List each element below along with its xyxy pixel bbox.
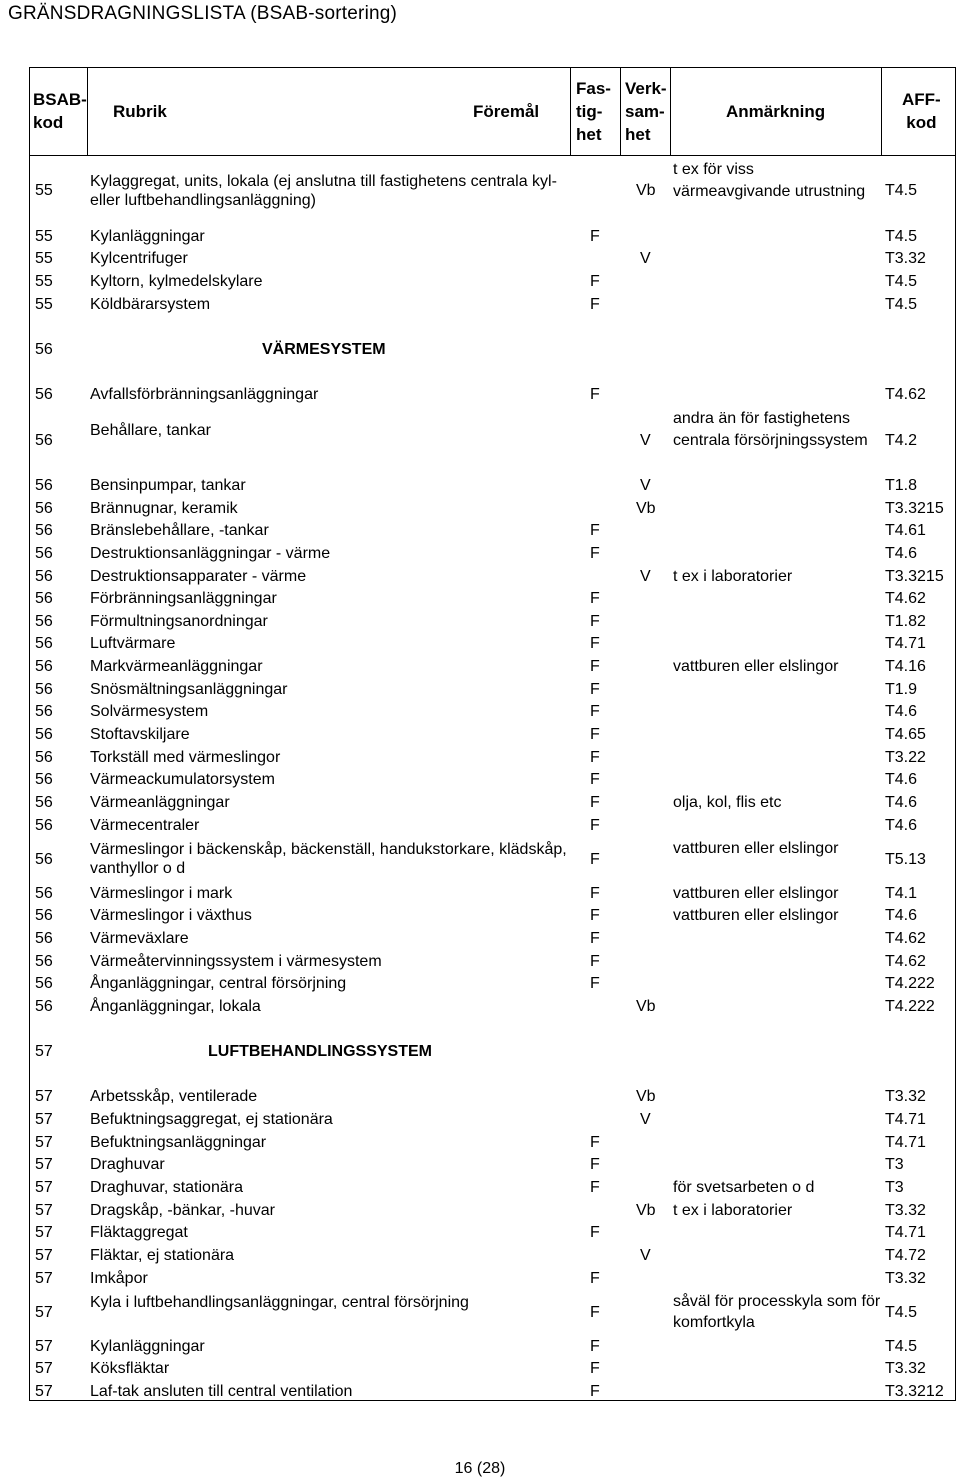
row-aff: T4.6 [885,544,918,562]
row-verksamhet: Vb [636,1201,656,1219]
row-fastighet: F [590,227,600,245]
row-code: 55 [35,295,53,313]
row-aff: T3 [885,1156,904,1174]
row-rubrik: Kyla i luftbehandlingsanläggningar, central försörjning [90,1294,469,1312]
row-fastighet: F [590,1224,600,1242]
row-fastighet: F [590,1303,600,1321]
row-rubrik: Destruktionsapparater - värme [90,567,307,585]
row-fastighet: F [590,590,600,608]
row-fastighet: F [590,771,600,789]
row-rubrik: Kylaggregat, units, lokala (ej anslutna till fastighetens centrala kyl- eller luftbehandlingsanläggning) [90,172,557,209]
row-fastighet: F [590,703,600,721]
row-code: 56 [35,975,53,993]
row-fastighet: F [590,544,600,562]
row-rubrik: Värmecentraler [90,816,200,834]
row-aff: T3.3215 [885,499,944,517]
row-aff: T4.6 [885,771,918,789]
row-fastighet: F [590,658,600,676]
row-anmarkning: vattburen eller elslingor [673,658,839,676]
row-code: 57 [35,1247,53,1265]
row-code: 56 [35,341,53,359]
row-code: 57 [35,1224,53,1242]
row-rubrik: Köksfläktar [90,1360,170,1378]
row-aff: T4.16 [885,658,926,676]
row-aff: T3.32 [885,1269,926,1287]
row-code: 56 [35,726,53,744]
row-code: 57 [35,1156,53,1174]
row-verksamhet: Vb [636,182,656,200]
row-rubrik: Ånganläggningar, lokala [90,997,261,1015]
header-divider [670,67,671,155]
row-rubrik: Draghuvar [90,1156,165,1174]
header-verksamhet: Verk- sam- het [625,79,667,144]
row-rubrik: Bränslebehållare, -tankar [90,522,269,540]
row-aff: T4.6 [885,816,918,834]
header-divider [87,67,88,155]
row-rubrik: Draghuvar, stationära [90,1179,243,1197]
row-rubrik: Befuktningsanläggningar [90,1133,267,1151]
header-rubrik: Rubrik [113,102,167,121]
row-rubrik: Fläktaggregat [90,1224,188,1242]
row-rubrik: Brännugnar, keramik [90,499,238,517]
row-code: 56 [35,748,53,766]
row-aff: T4.222 [885,975,935,993]
row-rubrik: Värmeväxlare [90,929,189,947]
row-aff: T4.6 [885,794,918,812]
row-rubrik: Fläktar, ej stationära [90,1247,235,1265]
row-aff: T4.1 [885,884,918,902]
row-aff: T4.5 [885,227,918,245]
row-rubrik: Stoftavskiljare [90,726,190,744]
row-verksamhet: V [640,567,651,585]
row-code: 57 [35,1269,53,1287]
row-aff: T4.6 [885,703,918,721]
row-anmarkning: vattburen eller elslingor [673,839,839,857]
row-code: 57 [35,1179,53,1197]
row-code: 56 [35,884,53,902]
row-fastighet: F [590,748,600,766]
row-rubrik: Värmeackumulatorsystem [90,771,275,789]
row-aff: T1.82 [885,612,926,630]
row-aff: T5.13 [885,850,926,868]
row-aff: T4.5 [885,1303,918,1321]
row-rubrik: Solvärmesystem [90,703,209,721]
row-aff: T4.222 [885,997,935,1015]
row-rubrik: Arbetsskåp, ventilerade [90,1088,258,1106]
row-code: 56 [35,590,53,608]
header-bsab: BSAB- kod [33,90,87,132]
row-rubrik: Markvärmeanläggningar [90,658,263,676]
row-aff: T3.32 [885,1360,926,1378]
row-aff: T4.6 [885,907,918,925]
row-code: 56 [35,680,53,698]
row-rubrik: Kyltorn, kylmedelskylare [90,273,263,291]
row-code: 56 [35,703,53,721]
row-aff: T4.5 [885,273,918,291]
row-code: 57 [35,1360,53,1378]
document-title: GRÄNSDRAGNINGSLISTA (BSAB-sortering) [8,3,398,24]
row-fastighet: F [590,1156,600,1174]
row-aff: T4.62 [885,590,926,608]
row-code: 56 [35,476,53,494]
row-code: 57 [35,1337,53,1355]
row-code: 56 [35,544,53,562]
row-code: 56 [35,522,53,540]
row-code: 56 [35,431,53,449]
row-anmarkning: för svetsarbeten o d [673,1179,815,1197]
row-rubrik: Torkställ med värmeslingor [90,748,281,766]
header-aff: AFF- kod [902,90,941,132]
row-verksamhet: V [640,476,651,494]
row-code: 55 [35,182,53,200]
row-rubrik: Förmultningsanordningar [90,612,268,630]
row-fastighet: F [590,1382,600,1400]
row-aff: T3 [885,1179,904,1197]
row-aff: T3.3215 [885,567,944,585]
row-aff: T4.71 [885,1224,926,1242]
row-anmarkning: t ex i laboratorier [673,1201,793,1219]
row-verksamhet: Vb [636,997,656,1015]
row-aff: T1.9 [885,680,918,698]
row-fastighet: F [590,1179,600,1197]
row-fastighet: F [590,726,600,744]
row-fastighet: F [590,680,600,698]
row-aff: T4.62 [885,952,926,970]
row-fastighet: F [590,1337,600,1355]
header-anmarkning: Anmärkning [726,102,826,121]
row-aff: T4.71 [885,635,926,653]
header-foremal: Föremål [473,102,540,121]
header-divider [570,67,571,155]
row-aff: T3.32 [885,1088,926,1106]
row-fastighet: F [590,952,600,970]
header-rule [29,155,956,156]
row-code: 56 [35,850,53,868]
row-rubrik: Köldbärarsystem [90,295,211,313]
row-code: 57 [35,1382,53,1400]
row-code: 57 [35,1303,53,1321]
row-code: 56 [35,952,53,970]
row-code: 56 [35,771,53,789]
row-fastighet: F [590,295,600,313]
row-code: 56 [35,567,53,585]
row-verksamhet: V [640,250,651,268]
row-rubrik: Destruktionsanläggningar - värme [90,544,331,562]
row-fastighet: F [590,635,600,653]
row-code: 55 [35,250,53,268]
row-aff: T3.3212 [885,1382,944,1400]
row-rubrik: Förbränningsanläggningar [90,590,277,608]
row-aff: T3.32 [885,250,926,268]
row-rubrik: Ånganläggningar, central försörjning [90,975,347,993]
section-heading: VÄRMESYSTEM [262,341,386,359]
header-divider [620,67,621,155]
row-fastighet: F [590,386,600,404]
row-verksamhet: Vb [636,499,656,517]
row-fastighet: F [590,1360,600,1378]
row-anmarkning: vattburen eller elslingor [673,884,839,902]
row-aff: T4.72 [885,1247,926,1265]
row-rubrik: Avfallsförbränningsanläggningar [90,386,319,404]
header-fastighet: Fas- tig- het [576,79,611,144]
row-aff: T4.5 [885,1337,918,1355]
row-code: 56 [35,499,53,517]
header-divider [881,67,882,155]
row-aff: T4.2 [885,431,918,449]
row-aff: T3.32 [885,1201,926,1219]
row-anmarkning: vattburen eller elslingor [673,907,839,925]
row-fastighet: F [590,850,600,868]
row-fastighet: F [590,1133,600,1151]
row-aff: T4.5 [885,295,918,313]
row-verksamhet: V [640,1111,651,1129]
row-fastighet: F [590,1269,600,1287]
row-rubrik: Luftvärmare [90,635,176,653]
row-rubrik: Värmeåtervinningssystem i värmesystem [90,952,382,970]
row-anmarkning: t ex för viss värmeavgivande utrustning [673,161,866,200]
row-rubrik: Behållare, tankar [90,422,211,440]
row-code: 56 [35,816,53,834]
row-fastighet: F [590,907,600,925]
row-code: 56 [35,929,53,947]
row-rubrik: Befuktningsaggregat, ej stationära [90,1111,333,1129]
row-anmarkning: andra än för fastighetens centrala försörjningssystem [673,410,868,450]
row-fastighet: F [590,612,600,630]
row-fastighet: F [590,975,600,993]
row-aff: T4.61 [885,522,926,540]
row-code: 55 [35,273,53,291]
row-code: 56 [35,794,53,812]
row-code: 57 [35,1133,53,1151]
row-code: 56 [35,635,53,653]
row-aff: T4.62 [885,929,926,947]
row-fastighet: F [590,794,600,812]
row-anmarkning: olja, kol, flis etc [673,794,782,812]
row-code: 56 [35,386,53,404]
row-rubrik: Värmeanläggningar [90,794,230,812]
row-rubrik: Kylanläggningar [90,227,205,245]
row-rubrik: Värmeslingor i bäckenskåp, bäckenställ, handukstorkare, klädskåp, vanthyllor o d [90,841,567,878]
row-rubrik: Laf-tak ansluten till central ventilation [90,1382,353,1400]
page-number: 16 (28) [454,1460,506,1477]
row-code: 56 [35,658,53,676]
row-anmarkning: t ex i laboratorier [673,567,793,585]
row-rubrik: Kylcentrifuger [90,250,188,268]
row-code: 57 [35,1043,53,1061]
row-anmarkning: såväl för processkyla som för komfortkyla [673,1292,881,1331]
row-code: 56 [35,907,53,925]
section-heading: LUFTBEHANDLINGSSYSTEM [208,1043,432,1061]
row-code: 57 [35,1111,53,1129]
row-aff: T4.5 [885,182,918,200]
row-aff: T4.71 [885,1111,926,1129]
row-fastighet: F [590,273,600,291]
row-aff: T3.22 [885,748,926,766]
row-fastighet: F [590,929,600,947]
row-rubrik: Värmeslingor i växthus [90,907,252,925]
row-fastighet: F [590,522,600,540]
row-code: 57 [35,1088,53,1106]
row-fastighet: F [590,884,600,902]
row-code: 56 [35,997,53,1015]
row-verksamhet: Vb [636,1088,656,1106]
row-code: 56 [35,612,53,630]
row-aff: T4.62 [885,386,926,404]
row-aff: T4.71 [885,1133,926,1151]
row-code: 55 [35,227,53,245]
row-aff: T4.65 [885,726,926,744]
row-rubrik: Värmeslingor i mark [90,884,233,902]
row-rubrik: Dragskåp, -bänkar, -huvar [90,1201,275,1219]
row-rubrik: Imkåpor [90,1269,148,1287]
row-verksamhet: V [640,431,651,449]
row-fastighet: F [590,816,600,834]
row-verksamhet: V [640,1247,651,1265]
row-rubrik: Snösmältningsanläggningar [90,680,288,698]
row-aff: T1.8 [885,476,918,494]
row-rubrik: Kylanläggningar [90,1337,205,1355]
row-code: 57 [35,1201,53,1219]
row-rubrik: Bensinpumpar, tankar [90,476,246,494]
